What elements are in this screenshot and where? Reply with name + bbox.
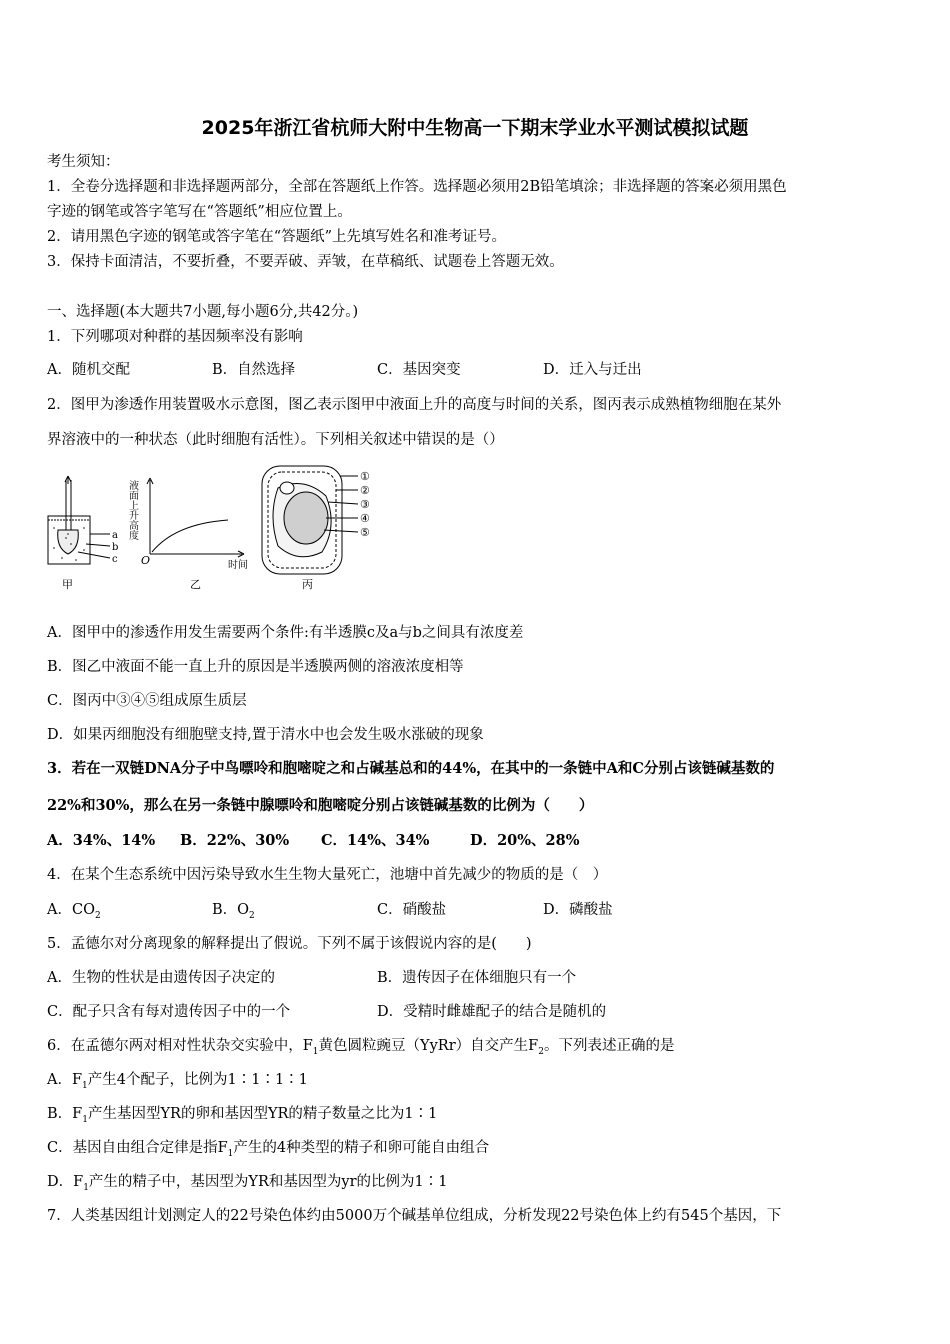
question-3-stem: 3．若在一双链DNA分子中鸟嘌呤和胞嘧啶之和占碱基总和的44%，在其中的一条链中A和C分别占该链碱基数的 <box>47 760 775 777</box>
label-a: a <box>112 530 118 541</box>
q1-option-c: C．基因突变 <box>377 362 461 378</box>
question-7-stem: 7．人类基因组计划测定人的22号染色体约由5000万个碱基单位组成，分析发现22号染色体上约有545个基因，下 <box>47 1208 782 1224</box>
notice-item: 1．全卷分选择题和非选择题两部分，全部在答题纸上作答。选择题必须用2B铅笔填涂；非选择题的答案必须用黑色 <box>47 179 787 195</box>
label-bing: 丙 <box>302 578 313 591</box>
page-title: 2025年浙江省杭师大附中生物高一下期末学业水平测试模拟试题 <box>201 117 749 139</box>
mark-4: ④ <box>360 512 370 525</box>
q2-option-a: A．图甲中的渗透作用发生需要两个条件:有半透膜c及a与b之间具有浓度差 <box>47 625 524 641</box>
section-heading: 一、选择题(本大题共7小题,每小题6分,共42分。) <box>47 304 359 320</box>
label-jia: 甲 <box>62 578 73 591</box>
mark-5: ⑤ <box>360 526 370 539</box>
question-2-stem: 2．图甲为渗透作用装置吸水示意图，图乙表示图甲中液面上升的高度与时间的关系，图丙表示成熟植物细胞在某外 <box>47 397 782 413</box>
q5-option-a: A．生物的性状是由遗传因子决定的 <box>47 970 275 986</box>
q5-option-d: D．受精时雌雄配子的结合是随机的 <box>377 1004 607 1020</box>
q6-option-c: C．基因自由组合定律是指$F_1$产生的4种类型的精子和卵可能自由组合 <box>47 1140 490 1159</box>
mark-1: ① <box>360 470 370 483</box>
q6-option-d: D．$F_1$产生的精子中，基因型为YR和基因型为yr的比例为1∶1 <box>47 1174 448 1193</box>
question-6-stem: 6．在孟德尔两对相对性状杂交实验中，$F_1$黄色圆粒豌豆（YyRr）自交产生$F_2$。下列表述正确的是 <box>47 1038 675 1057</box>
q6-option-b: B．$F_1$产生基因型YR的卵和基因型YR的精子数量之比为1∶1 <box>47 1106 438 1125</box>
q3-option-a: A．34%、14% <box>47 832 156 849</box>
q1-option-d: D．迁入与迁出 <box>543 362 642 378</box>
yi-xlabel: 时间 <box>228 560 248 571</box>
q5-option-c: C．配子只含有每对遗传因子中的一个 <box>47 1004 291 1020</box>
question-1-stem: 1．下列哪项对种群的基因频率没有影响 <box>47 329 303 345</box>
label-b: b <box>112 542 119 553</box>
mark-3: ③ <box>360 498 370 511</box>
notice-item: 字迹的钢笔或答字笔写在“答题纸”相应位置上。 <box>47 204 352 220</box>
yi-origin: O <box>141 554 151 567</box>
yi-ylabel: 液面上升高度 <box>126 480 138 540</box>
mark-2: ② <box>360 484 370 497</box>
label-yi: 乙 <box>190 578 201 591</box>
q5-option-b: B．遗传因子在体细胞只有一个 <box>377 970 577 986</box>
q4-option-a: A．$CO_2$ <box>47 902 101 921</box>
question-3-stem: 22%和30%，那么在另一条链中腺嘌呤和胞嘧啶分别占该链碱基数的比例为（ ） <box>47 797 594 814</box>
notice-heading: 考生须知： <box>47 154 120 170</box>
figure-bing <box>262 466 358 574</box>
q2-option-d: D．如果丙细胞没有细胞壁支持,置于清水中也会发生吸水涨破的现象 <box>47 727 484 743</box>
q4-option-b: B．$O_2$ <box>212 902 255 921</box>
question-2-stem: 界溶液中的一种状态（此时细胞有活性）。下列相关叙述中错误的是（） <box>47 432 504 448</box>
q4-option-d: D．磷酸盐 <box>543 902 613 918</box>
notice-item: 3．保持卡面清洁，不要折叠，不要弄破、弄皱，在草稿纸、试题卷上答题无效。 <box>47 254 564 270</box>
figure-yi <box>147 478 244 557</box>
q1-option-b: B．自然选择 <box>212 362 296 378</box>
q3-option-c: C．14%、34% <box>321 832 430 849</box>
q2-option-c: C．图丙中③④⑤组成原生质层 <box>47 693 247 709</box>
notice-item: 2．请用黑色字迹的钢笔或答字笔在“答题纸”上先填写姓名和准考证号。 <box>47 229 507 245</box>
figure-jia <box>48 476 110 564</box>
q3-option-d: D．20%、28% <box>470 832 580 849</box>
question-4-stem: 4．在某个生态系统中因污染导致水生生物大量死亡，池塘中首先减少的物质的是（ ） <box>47 867 608 883</box>
q6-option-a: A．$F_1$产生4个配子，比例为1∶1∶1∶1 <box>47 1072 308 1091</box>
question-5-stem: 5．孟德尔对分离现象的解释提出了假说。下列不属于该假说内容的是( ) <box>47 936 532 952</box>
q2-option-b: B．图乙中液面不能一直上升的原因是半透膜两侧的溶液浓度相等 <box>47 659 464 675</box>
q1-option-a: A．随机交配 <box>47 362 130 378</box>
q2-figures <box>40 458 390 598</box>
label-c: c <box>112 554 118 565</box>
q4-option-c: C．硝酸盐 <box>377 902 447 918</box>
q3-option-b: B．22%、30% <box>180 832 290 849</box>
